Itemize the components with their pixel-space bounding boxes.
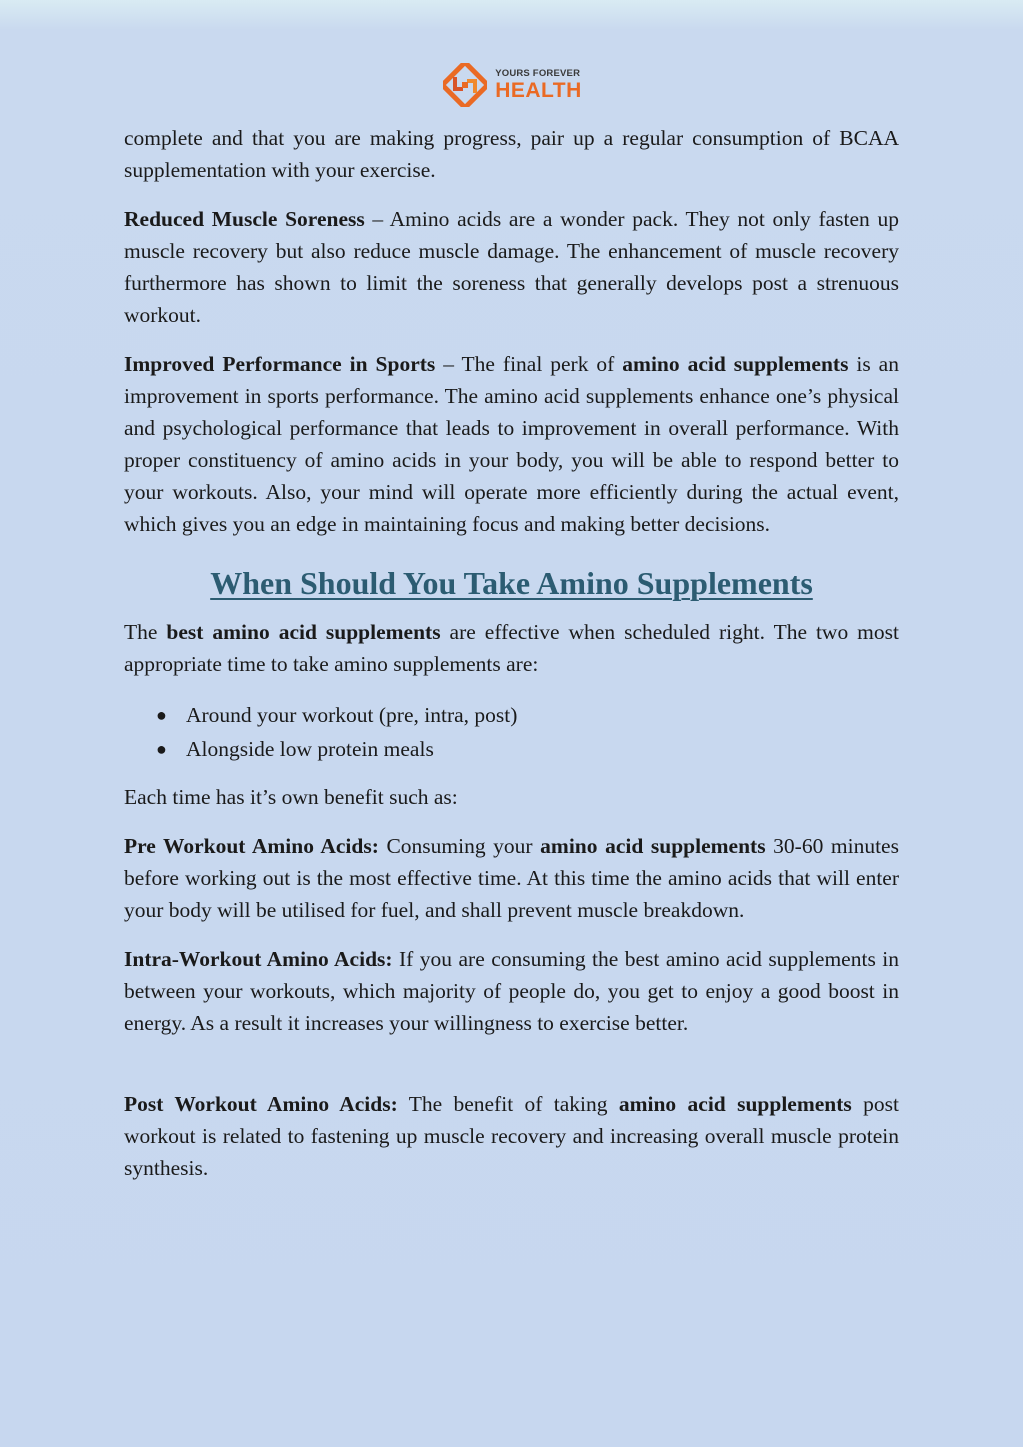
intra-workout-text: If you are consuming the best amino acid supplements in between your workouts, which majority of people do, you get to enjoy a good boost in energy. As a result it increases your willingness to exercise better. bbox=[124, 947, 899, 1035]
soreness-heading: Reduced Muscle Soreness bbox=[124, 207, 365, 231]
benefit-intro: Each time has it’s own benefit such as: bbox=[124, 785, 458, 809]
performance-heading: Improved Performance in Sports bbox=[124, 352, 436, 376]
list-item-text: Alongside low protein meals bbox=[186, 737, 434, 761]
pre-workout-paragraph bbox=[124, 830, 899, 926]
logo-wordmark bbox=[495, 69, 582, 101]
post-workout-keyword: amino acid supplements bbox=[618, 1092, 852, 1116]
soreness-text: – Amino acids are a wonder pack. They not only fasten up muscle recovery but also reduce muscle damage. The enhancement of muscle recovery furthermore has shown to limit the soreness that generally develops post a strenuous workout. bbox=[124, 207, 899, 327]
section-title: When Should You Take Amino Supplements bbox=[210, 565, 813, 601]
intro-paragraph: complete and that you are making progress, pair up a regular consumption of BCAA supplementation with your exercise. bbox=[124, 126, 899, 182]
bullet-icon: ● bbox=[156, 739, 167, 759]
bullet-icon: ● bbox=[156, 705, 167, 725]
logo-tagline: YOURS FOREVER bbox=[495, 68, 581, 80]
intra-workout-heading: Intra-Workout Amino Acids: bbox=[124, 947, 393, 971]
yfh-logo-icon bbox=[443, 63, 487, 107]
pre-workout-heading: Pre Workout Amino Acids: bbox=[124, 834, 379, 858]
list-item bbox=[124, 732, 899, 766]
post-workout-heading: Post Workout Amino Acids: bbox=[124, 1092, 398, 1116]
timing-intro-text-1: The bbox=[124, 620, 167, 644]
pre-workout-keyword: amino acid supplements bbox=[540, 834, 766, 858]
post-workout-text-2: post workout is related to fastening up muscle recovery and increasing overall muscle protein synthesis. bbox=[124, 1092, 899, 1180]
soreness-paragraph bbox=[124, 203, 899, 331]
performance-paragraph bbox=[124, 348, 899, 540]
timing-intro-keyword: best amino acid supplements bbox=[166, 620, 441, 644]
timing-list bbox=[124, 698, 899, 766]
intra-workout-paragraph bbox=[124, 943, 899, 1039]
brand-logo bbox=[126, 58, 899, 112]
timing-intro-text-2: are effective when scheduled right. The two most appropriate time to take amino supplements are: bbox=[124, 620, 899, 676]
logo-name: HEALTH bbox=[495, 78, 582, 102]
pre-workout-text-1: Consuming your bbox=[378, 834, 541, 858]
performance-text-2: is an improvement in sports performance. The amino acid supplements enhance one’s physical and psychological performance that leads to improvement in overall performance. With proper constituency of amino acids in your body, you will be able to respond better to your workouts. Also, your mind will operate more efficiently during the actual event, which gives you an edge in maintaining focus and making better decisions. bbox=[124, 352, 899, 536]
list-item bbox=[124, 698, 899, 732]
post-workout-text-1: The benefit of taking bbox=[397, 1092, 619, 1116]
post-workout-paragraph bbox=[124, 1088, 899, 1184]
performance-keyword: amino acid supplements bbox=[622, 352, 849, 376]
pre-workout-text-2: 30-60 minutes before working out is the most effective time. At this time the amino acids that will enter your body will be utilised for fuel, and shall prevent muscle breakdown. bbox=[124, 834, 899, 922]
list-item-text: Around your workout (pre, intra, post) bbox=[186, 703, 518, 727]
document-page bbox=[124, 58, 899, 1184]
timing-intro-paragraph bbox=[124, 616, 899, 680]
performance-text-1: – The final perk of bbox=[435, 352, 623, 376]
